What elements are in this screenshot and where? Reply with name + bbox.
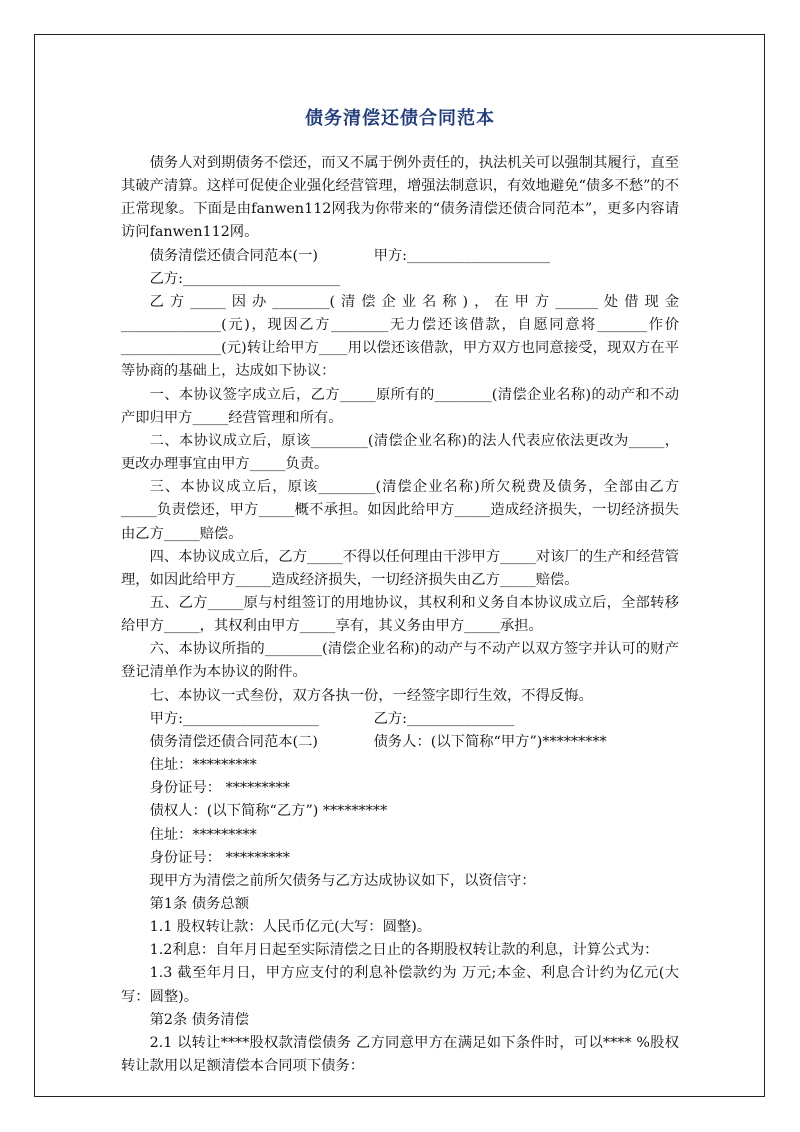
debtor-address: 住址：*********	[149, 757, 257, 774]
creditor-line: 债权人：(以下简称“乙方”) *********	[149, 803, 388, 820]
creditor-id: 身份证号： *********	[149, 849, 290, 866]
signature-party-a: 甲方:___________________	[149, 710, 319, 727]
debtor-id: 身份证号： *********	[149, 780, 290, 797]
article-1-heading: 第1条 债务总额	[149, 896, 250, 912]
clause-2: 二、本协议成立后，原该________(清偿企业名称)的法人代表应依法更改为_____，更改办理事宜由甲方_____负责。	[121, 432, 679, 473]
template-one-header	[121, 245, 679, 268]
template-two-header	[121, 731, 679, 754]
clause-6: 六、本协议所指的________(清偿企业名称)的动产与不动产以双方签字并认可的财产登记清单作为本协议的附件。	[121, 641, 679, 681]
document-body	[121, 152, 679, 1078]
template-one-title: 债务清偿还债合同范本(一)	[149, 247, 319, 264]
party-b-field: 乙方:______________________	[149, 270, 341, 287]
clause-1: 一、本协议签字成立后，乙方_____原所有的________(清偿企业名称)的动产和不动产即归甲方_____经营管理和所有。	[121, 386, 679, 426]
intro-paragraph: 债务人对到期债务不偿还，而又不属于例外责任的，执法机关可以强制其履行，直至其破产清算。这样可促使企业强化经营管理，增强法制意识，有效地避免“债多不愁”的不正常现象。下面是由fanwen112网我为你带来的“债务清偿还债合同范本”，更多内容请访问fanwen112网。	[121, 155, 679, 241]
document-title: 债务清偿还债合同范本	[305, 108, 495, 129]
creditor-address: 住址：*********	[149, 826, 257, 843]
clause-4: 四、本协议成立后，乙方_____不得以任何理由干涉甲方_____对该厂的生产和经营管理，如因此给甲方_____造成经济损失，一切经济损失由乙方_____赔偿。	[121, 548, 679, 588]
party-a-field: 甲方:____________________	[373, 247, 550, 264]
preamble-paragraph: 乙方_____因办________(清偿企业名称)，在甲方______处借现金______________(元)，现因乙方________无力偿还该借款，自愿同意将_______作价______________(元)转让给甲方____用以偿还该借款，甲方双方也同意接受，现双方在平等协商的基础上，达成如下协议：	[121, 293, 679, 380]
debtor-line: 债务人：(以下简称“甲方”)*********	[373, 733, 607, 750]
clause-5: 五、乙方_____原与村组签订的用地协议，其权利和义务自本协议成立后，全部转移给甲方_____，其权利由甲方_____享有，其义务由甲方_____承担。	[121, 594, 679, 635]
article-2-1: 2.1 以转让****股权款清偿债务 乙方同意甲方在满足如下条件时，可以**** %股权转让款用以足额清偿本合同项下债务：	[121, 1034, 679, 1075]
template-two-title: 债务清偿还债合同范本(二)	[149, 733, 319, 750]
signature-line	[121, 708, 679, 731]
article-1-3: 1.3 截至年月日，甲方应支付的利息补偿款约为 万元;本金、利息合计约为亿元(大写：圆整)。	[121, 965, 679, 1005]
article-1-2: 1.2利息：自年月日起至实际清偿之日止的各期股权转让款的利息，计算公式为：	[149, 942, 659, 959]
article-2-heading: 第2条 债务清偿	[149, 1011, 250, 1028]
clause-7: 七、本协议一式叁份，双方各执一份，一经签字即行生效，不得反悔。	[149, 687, 593, 704]
clause-3: 三、本协议成立后，原该________(清偿企业名称)所欠税费及债务，全部由乙方_____负责偿还，甲方_____概不承担。如因此给甲方_____造成经济损失，一切经济损失由乙方_____赔偿。	[121, 479, 679, 542]
article-1-1: 1.1 股权转让款：人民币亿元(大写：圆整)。	[149, 919, 432, 936]
agreement-intro: 现甲方为清偿之前所欠债务与乙方达成协议如下，以资信守：	[149, 872, 536, 889]
signature-party-b: 乙方:_______________	[373, 710, 515, 727]
